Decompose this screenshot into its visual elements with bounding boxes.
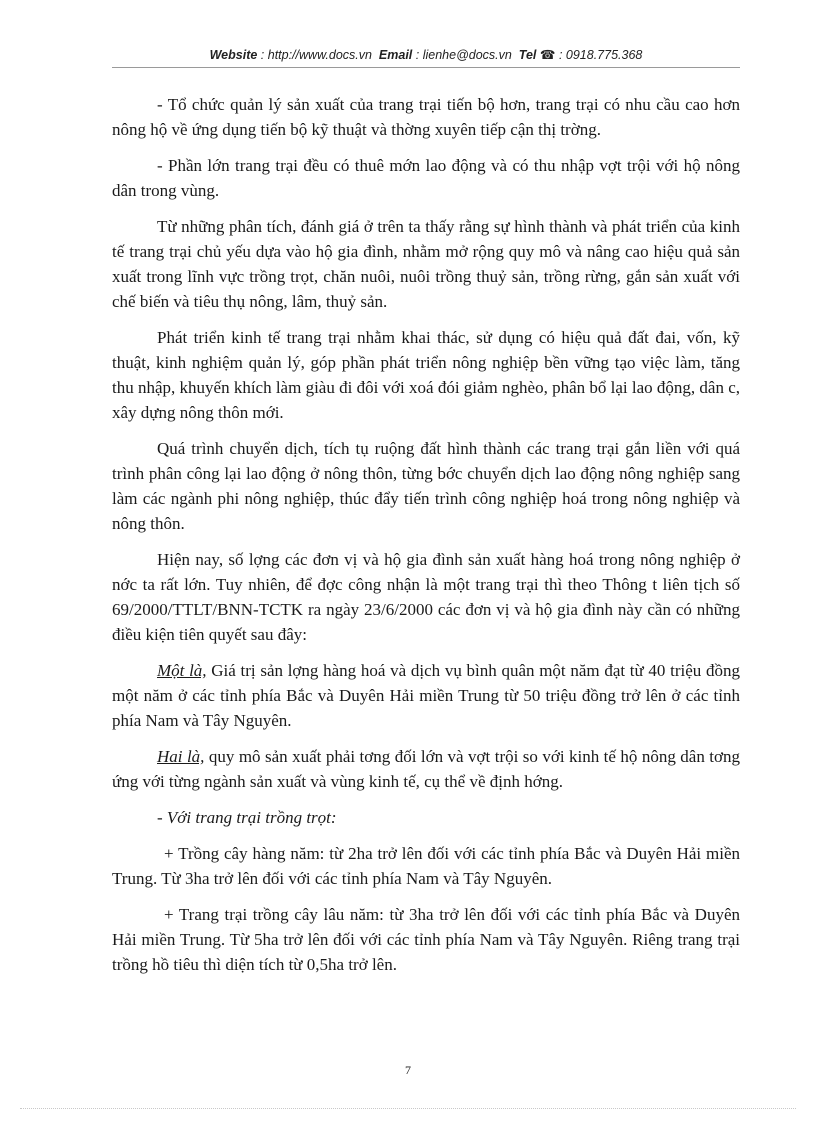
list-item: + Trồng cây hàng năm: từ 2ha trở lên đối với các tỉnh phía Bắc và Duyên Hải miền Trung. Từ 3ha trở lên đối với các tỉnh phía Nam và Tây Nguyên. <box>112 844 740 888</box>
criterion-two <box>112 744 740 794</box>
page-header <box>112 47 740 62</box>
paragraph: Phát triển kinh tế trang trại nhằm khai thác, sử dụng có hiệu quả đất đai, vốn, kỹ thuật, kinh nghiệm quản lý, góp phần phát triển nông nghiệp bền vững tạo việc làm, tăng thu nhập, khuyến khích làm giàu đi đôi với xoá đói giảm nghèo, phân bổ lại lao động, dân c, xây dựng nông thôn mới. <box>112 328 740 422</box>
document-body <box>112 92 740 988</box>
footer-divider <box>20 1108 796 1109</box>
paragraph: - Tổ chức quản lý sản xuất của trang trại tiến bộ hơn, trang trại có nhu cầu cao hơn nông hộ về ứng dụng tiến bộ kỹ thuật và thờng xuyên tiếp cận thị trờng. <box>112 95 740 139</box>
paragraph: Hiện nay, số lợng các đơn vị và hộ gia đình sản xuất hàng hoá trong nông nghiệp ở nớc ta rất lớn. Tuy nhiên, để đợc công nhận là một trang trại thì theo Thông t liên tịch số 69/2000/TTLT/BNN-TCTK ra ngày 23/6/2000 các đơn vị và hộ gia đình này cần có những điều kiện tiên quyết sau đây: <box>112 550 740 644</box>
tel-label: Tel <box>518 48 537 62</box>
email-label: Email <box>378 48 413 62</box>
criterion-one-lead: Một là, <box>157 661 207 680</box>
tel-value: : 0918.775.368 <box>558 48 643 62</box>
website-label: Website <box>209 48 258 62</box>
website-link[interactable]: : http://www.docs.vn <box>260 48 372 62</box>
paragraph: - Phần lớn trang trại đều có thuê mớn lao động và có thu nhập vợt trội với hộ nông dân trong vùng. <box>112 156 740 200</box>
page-number: 7 <box>405 1063 411 1077</box>
list-item: + Trang trại trồng cây lâu năm: từ 3ha trở lên đối với các tỉnh phía Bắc và Duyên Hải miền Trung. Từ 5ha trở lên đối với các tỉnh phía Nam và Tây Nguyên. Riêng trang trại trồng hồ tiêu thì diện tích từ 0,5ha trở lên. <box>112 905 740 974</box>
criterion-one <box>112 658 740 733</box>
criterion-one-text: Giá trị sản lợng hàng hoá và dịch vụ bình quân một năm đạt từ 40 triệu đồng một năm ở các tỉnh phía Bắc và Duyên Hải miền Trung từ 50 triệu đồng trở lên ở các tỉnh phía Nam và Tây Nguyên. <box>112 661 740 730</box>
phone-icon: ☎ <box>539 48 556 62</box>
subheading-crop-farms: - Với trang trại trồng trọt: <box>157 808 337 827</box>
email-link[interactable]: : lienhe@docs.vn <box>415 48 512 62</box>
header-divider <box>112 67 740 68</box>
paragraph: Từ những phân tích, đánh giá ở trên ta thấy rằng sự hình thành và phát triển của kinh tế trang trại chủ yếu dựa vào hộ gia đình, nhằm mở rộng quy mô và nâng cao hiệu quả sản xuất trong lĩnh vực trồng trọt, chăn nuôi, nuôi trồng thuỷ sản, trồng rừng, gắn sản xuất với chế biến và tiêu thụ nông, lâm, thuỷ sản. <box>112 217 740 311</box>
paragraph: Quá trình chuyển dịch, tích tụ ruộng đất hình thành các trang trại gắn liền với quá trình phân công lại lao động ở nông thôn, từng bớc chuyển dịch lao động nông nghiệp sang làm các ngành phi nông nghiệp, thúc đẩy tiến trình công nghiệp hoá trong nông nghiệp và nông thôn. <box>112 439 740 533</box>
criterion-two-text: quy mô sản xuất phải tơng đối lớn và vợt trội so với kinh tế hộ nông dân tơng ứng với từng ngành sản xuất và vùng kinh tế, cụ thể về định hớng. <box>112 747 741 791</box>
criterion-two-lead: Hai là, <box>157 747 205 766</box>
